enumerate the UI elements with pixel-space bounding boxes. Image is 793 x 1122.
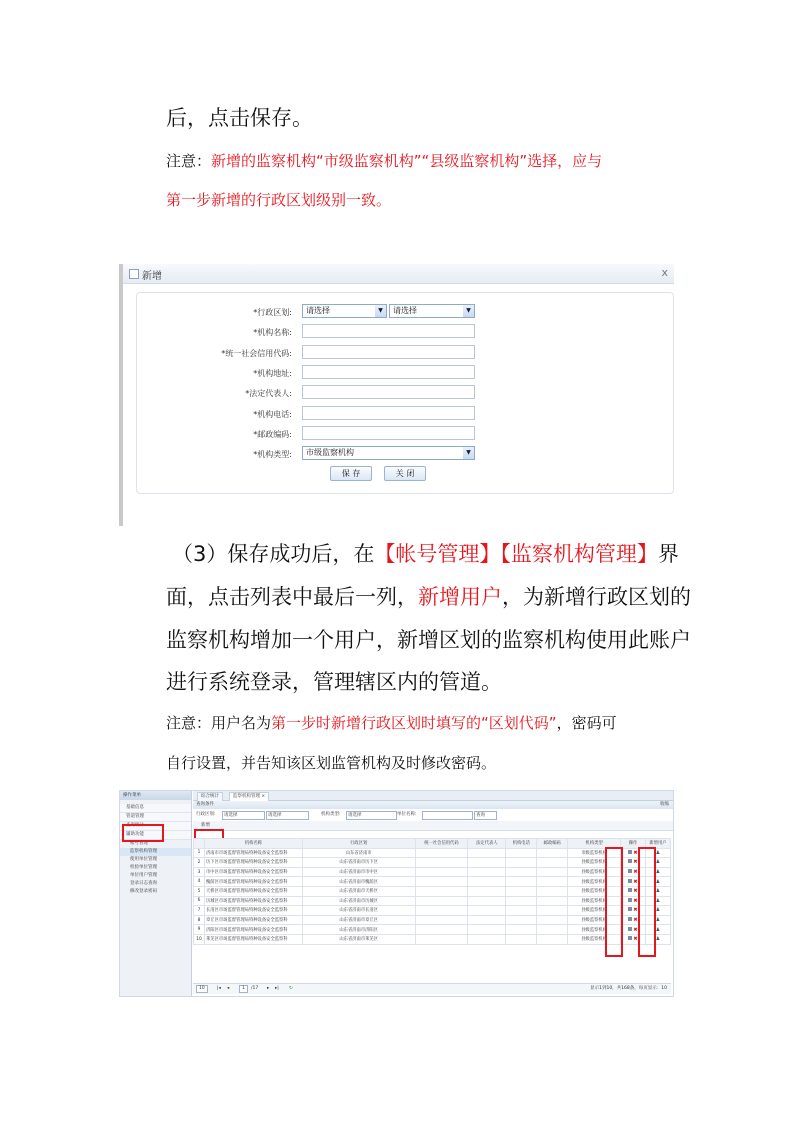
postcode-field[interactable] [302, 426, 475, 440]
col-credit: 统一社会信用代码 [415, 839, 468, 849]
note-2-line-2: 自行设置，并告知该区划监管机构及时修改密码。 [166, 754, 497, 772]
table-cell [506, 925, 537, 935]
table-cell [415, 934, 468, 944]
delete-icon[interactable]: ✖ [633, 897, 638, 904]
dialog-titlebar [123, 264, 674, 284]
table-cell: 1 [194, 848, 205, 858]
dialog-form [136, 292, 674, 494]
chevron-down-icon: ▼ [375, 305, 386, 317]
add-user-icon[interactable]: ♟ [655, 878, 661, 885]
add-user-icon[interactable]: ♟ [655, 936, 661, 943]
label-region: *行政区划: [253, 308, 292, 317]
delete-icon[interactable]: ✖ [633, 926, 638, 933]
filter-type-label: 机构类型: [321, 812, 341, 817]
menu-inspect-unit[interactable]: 检验单位管理 [130, 865, 157, 870]
col-type: 机构类型 [568, 839, 621, 849]
page-total: /17 [251, 986, 259, 991]
table-cell [537, 886, 568, 896]
add-button[interactable]: 新增 [201, 823, 210, 828]
step3-line-1: （3）保存成功后，在【帐号管理】【监察机构管理】界 [172, 542, 679, 566]
main-panel [193, 791, 673, 996]
table-cell [468, 925, 506, 935]
dialog-icon [129, 269, 139, 279]
add-user-icon[interactable]: ♟ [655, 926, 661, 933]
table-row [194, 877, 671, 887]
table-cell [468, 848, 506, 858]
table-cell [415, 886, 468, 896]
edit-icon[interactable] [628, 859, 632, 863]
continuation-line: 后，点击保存。 [166, 106, 313, 130]
query-bar-title: 查询条件 [196, 802, 214, 807]
org-table [193, 838, 671, 945]
menu-stats[interactable]: 查询统计 [120, 822, 191, 831]
delete-icon[interactable]: ✖ [633, 907, 638, 914]
table-cell [468, 906, 506, 916]
table-cell [468, 867, 506, 877]
col-phone: 机构电话 [506, 839, 537, 849]
org-type-value: 市级监察机构 [306, 448, 354, 457]
table-cell [468, 877, 506, 887]
edit-icon[interactable] [628, 898, 632, 902]
query-bar [193, 801, 673, 809]
filter-name-input[interactable] [422, 811, 473, 820]
table-cell: 长清区市场监督管理局特种设备安全监察科 [204, 906, 302, 916]
menu-basic-info[interactable]: 基础信息 [120, 804, 191, 813]
org-type-select[interactable] [302, 446, 475, 460]
table-cell [506, 886, 537, 896]
edit-icon[interactable] [628, 917, 632, 921]
table-cell [537, 915, 568, 925]
table-row [194, 906, 671, 916]
table-cell: 济阳区市场监督管理局特种设备安全监察科 [204, 925, 302, 935]
table-cell [537, 906, 568, 916]
table-cell: 山东省济南市 [302, 848, 415, 858]
table-cell: 县级监察机构 [568, 886, 621, 896]
table-cell: 8 [194, 915, 205, 925]
label-postcode: *邮政编码: [253, 430, 292, 439]
col-add-user: 新增用户 [645, 839, 670, 849]
table-cell [506, 896, 537, 906]
table-cell [468, 886, 506, 896]
table-cell: 山东省济南市历城区 [302, 896, 415, 906]
label-credit-code: *统一社会信用代码: [221, 349, 292, 358]
pager-info: 显示1到10，共168条，每页显示：10 [590, 986, 667, 991]
last-page-icon[interactable]: ▸| [275, 986, 279, 991]
table-cell [415, 877, 468, 887]
tab-stats[interactable]: 综合统计 [197, 792, 223, 801]
label-phone: *机构电话: [253, 410, 292, 419]
table-cell: 县级监察机构 [568, 934, 621, 944]
prev-page-icon[interactable]: ◂ [227, 986, 230, 991]
table-cell: 山东省济南市章丘区 [302, 915, 415, 925]
table-cell [468, 896, 506, 906]
table-cell: 县级监察机构 [568, 915, 621, 925]
refresh-icon[interactable]: ↻ [289, 986, 293, 991]
filter-region-select-1[interactable]: 请选择 [222, 811, 265, 820]
add-user-icon[interactable]: ♟ [655, 869, 661, 876]
table-cell: 山东省济南市莱芜区 [302, 934, 415, 944]
table-row [194, 848, 671, 858]
table-cell [415, 896, 468, 906]
menu-user-unit[interactable]: 使用单位管理 [130, 857, 157, 862]
delete-icon[interactable]: ✖ [633, 869, 638, 876]
table-cell [506, 906, 537, 916]
table-row [194, 886, 671, 896]
table-cell: 市级监察机构 [568, 848, 621, 858]
table-cell: 山东省济南市历下区 [302, 858, 415, 868]
query-button[interactable]: 查询 [474, 811, 497, 820]
table-cell: 市中区市场监督管理局特种设备安全监察科 [204, 867, 302, 877]
table-cell: 县级监察机构 [568, 896, 621, 906]
delete-icon[interactable]: ✖ [633, 888, 638, 895]
table-cell [506, 848, 537, 858]
table-cell: 槐荫区市场监督管理局特种设备安全监察科 [204, 877, 302, 887]
add-user-icon[interactable]: ♟ [655, 859, 661, 866]
table-cell: 历下区市场监督管理局特种设备安全监察科 [204, 858, 302, 868]
table-cell: 章丘区市场监督管理局特种设备安全监察科 [204, 915, 302, 925]
edit-icon[interactable] [628, 936, 632, 940]
pager [193, 983, 671, 994]
toolbar [193, 821, 673, 831]
add-user-icon[interactable]: ♟ [655, 917, 661, 924]
label-org-type: *机构类型: [253, 450, 292, 459]
table-cell [537, 877, 568, 887]
table-cell: 9 [194, 925, 205, 935]
side-menu-title: 操作菜单 [120, 791, 191, 800]
credit-code-field[interactable] [302, 345, 475, 359]
table-cell [537, 848, 568, 858]
edit-icon[interactable] [628, 869, 632, 873]
note-1-line-1: 注意：新增的监察机构“市级监察机构”“县级监察机构”选择，应与 [166, 152, 603, 170]
col-index [194, 839, 205, 849]
table-cell: 10 [194, 934, 205, 944]
table-cell [415, 925, 468, 935]
table-cell [506, 915, 537, 925]
delete-icon[interactable]: ✖ [633, 878, 638, 885]
filter-type-select[interactable]: 请选择 [346, 811, 397, 820]
side-menu [120, 791, 192, 996]
table-cell [415, 906, 468, 916]
filter-region-select-2[interactable]: 请选择 [266, 811, 309, 820]
table-cell [506, 877, 537, 887]
table-cell [468, 934, 506, 944]
table-cell [506, 934, 537, 944]
col-region: 行政区划 [302, 839, 415, 849]
dialog-close-icon[interactable]: x [661, 266, 668, 279]
table-cell [468, 915, 506, 925]
add-user-icon[interactable]: ♟ [655, 897, 661, 904]
chevron-down-icon: ▼ [463, 447, 474, 459]
table-cell [415, 867, 468, 877]
table-row [194, 867, 671, 877]
menu-pipe-mgmt[interactable]: 管道管理 [120, 813, 191, 822]
edit-icon[interactable] [628, 888, 632, 892]
table-cell: 3 [194, 867, 205, 877]
table-cell [415, 915, 468, 925]
dialog-title: 新增 [142, 271, 162, 282]
table-cell: 山东省济南市长清区 [302, 906, 415, 916]
menu-account-mgmt[interactable]: 帐号管理 [130, 841, 148, 846]
step3-line-2: 面，点击列表中最后一列，新增用户，为新增行政区划的 [166, 585, 691, 609]
first-page-icon[interactable]: |◂ [217, 986, 221, 991]
edit-icon[interactable] [628, 927, 632, 931]
add-user-icon[interactable]: ♟ [655, 888, 661, 895]
highlight-add-user-box [638, 847, 656, 957]
table-cell [506, 858, 537, 868]
table-cell [537, 867, 568, 877]
table-cell: 历城区市场监督管理局特种设备安全监察科 [204, 896, 302, 906]
table-cell: 县级监察机构 [568, 867, 621, 877]
save-button[interactable]: 保 存 [330, 466, 372, 481]
next-page-icon[interactable]: ▸ [267, 986, 270, 991]
note-1-line-2: 第一步新增的行政区划级别一致。 [166, 191, 392, 209]
table-row [194, 858, 671, 868]
menu-aux[interactable]: 辅助功能 [120, 831, 191, 840]
table-header [194, 839, 671, 849]
table-cell: 山东省济南市天桥区 [302, 886, 415, 896]
filter-name-label: 单位名称: [397, 812, 417, 817]
table-cell: 山东省济南市槐荫区 [302, 877, 415, 887]
address-field[interactable] [302, 365, 475, 379]
table-row [194, 925, 671, 935]
table-cell: 莱芜区市场监督管理局特种设备安全监察科 [204, 934, 302, 944]
region-select-1[interactable] [302, 304, 387, 318]
tab-strip [193, 791, 673, 801]
table-cell: 4 [194, 877, 205, 887]
col-postcode: 邮政编码 [537, 839, 568, 849]
add-organization-dialog [119, 264, 674, 526]
region-select-2-value: 请选择 [393, 306, 417, 315]
page-input[interactable]: 1 [239, 985, 248, 993]
highlight-menu-box [122, 824, 164, 842]
menu-org-mgmt[interactable]: 监察机构管理 [120, 848, 191, 856]
edit-icon[interactable] [628, 850, 632, 854]
chevron-down-icon: ▼ [463, 305, 474, 317]
table-row [194, 915, 671, 925]
label-address: *机构地址: [253, 369, 292, 378]
table-cell: 5 [194, 886, 205, 896]
table-cell: 县级监察机构 [568, 877, 621, 887]
table-row [194, 934, 671, 944]
page-size-select[interactable]: 10 [196, 985, 208, 993]
table-cell: 济南市市场监督管理局特种设备安全监察科 [204, 848, 302, 858]
table-cell [415, 858, 468, 868]
delete-icon[interactable]: ✖ [633, 936, 638, 943]
table-cell: 6 [194, 896, 205, 906]
delete-icon[interactable]: ✖ [633, 859, 638, 866]
table-cell [506, 867, 537, 877]
col-legal: 法定代表人 [468, 839, 506, 849]
table-cell [537, 925, 568, 935]
col-name: 机构名称 [204, 839, 302, 849]
filter-region-label: 行政区划: [196, 812, 216, 817]
delete-icon[interactable]: ✖ [633, 917, 638, 924]
step3-line-3: 监察机构增加一个用户，新增区划的监察机构使用此账户 [166, 628, 691, 652]
collapse-link[interactable]: 收缩 [660, 802, 669, 807]
delete-icon[interactable]: ✖ [633, 849, 638, 856]
region-select-2[interactable] [389, 304, 475, 318]
note-2-line-1: 注意：用户名为第一步时新增行政区划时填写的“区划代码”，密码可 [166, 714, 617, 732]
org-list-screenshot [119, 790, 674, 997]
label-legal-rep: *法定代表人: [245, 389, 292, 398]
step3-line-4: 进行系统登录，管理辖区内的管道。 [166, 670, 502, 694]
table-cell: 2 [194, 858, 205, 868]
table-row [194, 896, 671, 906]
table-cell: 7 [194, 906, 205, 916]
table-cell [537, 858, 568, 868]
label-org-name: *机构名称: [253, 328, 292, 337]
table-cell [415, 848, 468, 858]
legal-rep-field[interactable] [302, 385, 475, 399]
close-button[interactable]: 关 闭 [384, 466, 426, 481]
table-cell: 天桥区市场监督管理局特种设备安全监察科 [204, 886, 302, 896]
filter-row [193, 809, 673, 821]
phone-field[interactable] [302, 406, 475, 420]
add-user-icon[interactable]: ♟ [655, 849, 661, 856]
menu-unit-user[interactable]: 单位用户管理 [130, 873, 157, 878]
edit-icon[interactable] [628, 907, 632, 911]
table-cell: 县级监察机构 [568, 858, 621, 868]
tab-org-mgmt[interactable]: 监察机构管理 × [229, 792, 269, 801]
menu-change-password[interactable]: 修改登录密码 [130, 889, 157, 894]
add-user-icon[interactable]: ♟ [655, 907, 661, 914]
menu-login-log[interactable]: 登录日志查询 [130, 881, 157, 886]
table-cell: 山东省济南市市中区 [302, 867, 415, 877]
edit-icon[interactable] [628, 879, 632, 883]
table-cell: 县级监察机构 [568, 906, 621, 916]
table-cell [537, 934, 568, 944]
table-cell [468, 858, 506, 868]
region-select-1-value: 请选择 [306, 306, 330, 315]
highlight-actions-box [605, 847, 623, 957]
org-name-field[interactable] [302, 324, 475, 338]
table-cell [537, 896, 568, 906]
table-cell: 山东省济南市济阳区 [302, 925, 415, 935]
table-cell: 县级监察机构 [568, 925, 621, 935]
col-actions: 操作 [621, 839, 646, 849]
